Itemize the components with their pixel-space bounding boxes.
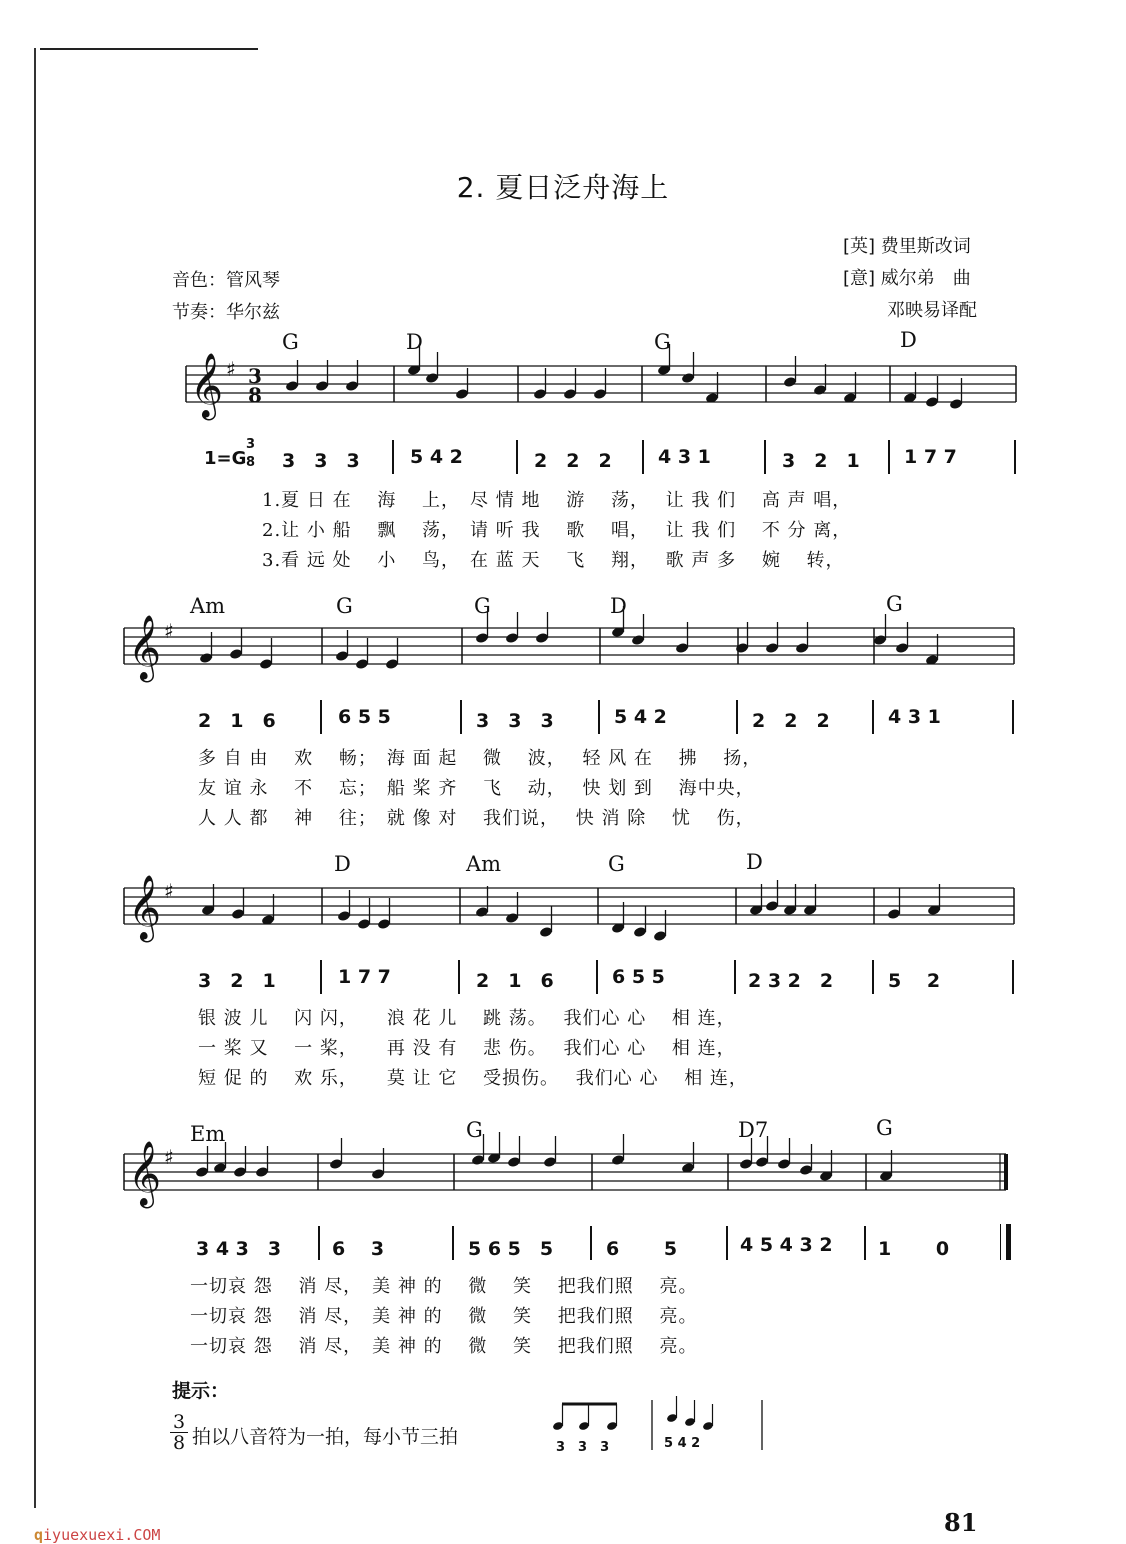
- watermark: qiyuexuexi.COM: [34, 1526, 161, 1544]
- jianpu-measure: 6 5: [606, 1238, 678, 1260]
- jianpu-measure: 6 3: [332, 1238, 385, 1260]
- hint-example-jianpu: 3 3 3: [556, 1440, 610, 1455]
- barline: [598, 700, 600, 734]
- treble-clef-icon: 𝄞: [128, 1141, 162, 1206]
- lyric-line-verse2: 2.让 小 船 飘 荡， 请 听 我 歌 唱， 让 我 们 不 分 离，: [262, 520, 852, 541]
- barline: [1012, 960, 1014, 994]
- barline: [872, 960, 874, 994]
- page-number: 81: [944, 1508, 978, 1537]
- lyric-line-verse3: 人 人 都 神 往； 就 像 对 我们说， 快 消 除 忧 伤，: [198, 808, 755, 829]
- chord-symbol: G: [282, 330, 299, 354]
- jianpu-measure: 1 0: [878, 1238, 950, 1260]
- chord-symbol: D: [610, 594, 627, 618]
- barline: [764, 440, 766, 474]
- timbre-label: 音色：管风琴: [172, 270, 280, 291]
- final-barline-thin: [1000, 1224, 1001, 1260]
- rhythm-label: 节奏：华尔兹: [172, 302, 280, 323]
- lyric-line-verse3: 短 促 的 欢 乐， 莫 让 它 受损伤。 我们心 心 相 连，: [198, 1068, 748, 1089]
- barline: [734, 960, 736, 994]
- chord-symbol: G: [474, 594, 491, 618]
- jianpu-measure: 5 6 5 5: [468, 1238, 554, 1260]
- barline: [736, 700, 738, 734]
- chord-symbol: D: [406, 330, 423, 354]
- chord-symbol: G: [876, 1116, 893, 1140]
- jianpu-measure: 1 7 7: [338, 966, 391, 988]
- hint-text: 拍以八音符为一拍，每小节三拍: [192, 1426, 459, 1448]
- barline: [320, 700, 322, 734]
- barline: [596, 960, 598, 994]
- chord-symbol: D: [334, 852, 351, 876]
- lyric-line-verse1: 一切哀 怨 消 尽， 美 神 的 微 笑 把我们照 亮。: [190, 1276, 698, 1297]
- jianpu-measure: 2 1 6: [476, 970, 554, 992]
- barline: [642, 440, 644, 474]
- jianpu-measure: 2 2 2: [752, 710, 830, 732]
- lyric-line-verse2: 友 谊 永 不 忘； 船 桨 齐 飞 动， 快 划 到 海中央，: [198, 778, 755, 799]
- lyric-line-verse3: 一切哀 怨 消 尽， 美 神 的 微 笑 把我们照 亮。: [190, 1336, 698, 1357]
- jianpu-measure: 3 3 3: [476, 710, 554, 732]
- jianpu-measure: 4 5 4 3 2: [740, 1234, 833, 1256]
- translator-credit: 邓映易译配: [887, 300, 977, 321]
- chord-symbol: D: [900, 328, 917, 352]
- barline: [392, 440, 394, 474]
- hint-example-jianpu: 5 4 2: [664, 1436, 701, 1451]
- barline: [458, 960, 460, 994]
- song-title: 2. 夏日泛舟海上: [456, 171, 670, 204]
- jianpu-measure: 6 5 5: [612, 966, 665, 988]
- jianpu-measure: 5 4 2: [410, 446, 463, 468]
- fraction-denominator: 8: [172, 1432, 186, 1454]
- barline: [460, 700, 462, 734]
- lyric-line-verse1: 银 波 儿 闪 闪， 浪 花 儿 跳 荡。 我们心 心 相 连，: [198, 1008, 736, 1029]
- lyric-line-verse2: 一切哀 怨 消 尽， 美 神 的 微 笑 把我们照 亮。: [190, 1306, 698, 1327]
- barline: [872, 700, 874, 734]
- composer-credit: [意] 威尔弟 曲: [843, 268, 971, 289]
- treble-clef-icon: 𝄞: [128, 615, 162, 680]
- jianpu-measure: 4 3 1: [888, 706, 941, 728]
- treble-clef-icon: 𝄞: [128, 875, 162, 940]
- chord-symbol: G: [336, 594, 353, 618]
- final-barline-thick: [1006, 1224, 1011, 1260]
- jianpu-measure: 5 4 2: [614, 706, 667, 728]
- jianpu-measure: 2 3 2 2: [748, 970, 834, 992]
- hint-time-fraction: [170, 1412, 188, 1453]
- jianpu-measure: 3 2 1: [198, 970, 276, 992]
- jianpu-measure: 5 2: [888, 970, 941, 992]
- chord-symbol: G: [654, 330, 671, 354]
- barline: [318, 1226, 320, 1260]
- jianpu-measure: 3 2 1: [782, 450, 860, 472]
- chord-symbol: Em: [190, 1122, 226, 1146]
- jianpu-measure: 6 5 5: [338, 706, 391, 728]
- hint-label: 提示：: [172, 1380, 230, 1402]
- barline: [1012, 700, 1014, 734]
- chord-symbol: D: [746, 850, 763, 874]
- barline: [888, 440, 890, 474]
- fraction-numerator: 3: [170, 1412, 188, 1433]
- jianpu-measure: 2 1 6: [198, 710, 276, 732]
- chord-symbol: Am: [190, 594, 226, 618]
- barline: [590, 1226, 592, 1260]
- jianpu-measure: 3 4 3 3: [196, 1238, 282, 1260]
- key-signature: 1=G: [204, 448, 247, 469]
- jianpu-time-top: 3: [246, 437, 256, 452]
- barline: [864, 1226, 866, 1260]
- chord-symbol: Am: [466, 852, 502, 876]
- jianpu-measure: 2 2 2: [534, 450, 612, 472]
- barline: [726, 1226, 728, 1260]
- barline: [320, 960, 322, 994]
- lyric-line-verse1: 多 自 由 欢 畅； 海 面 起 微 波， 轻 风 在 拂 扬，: [198, 748, 762, 769]
- lyric-line-verse2: 一 桨 又 一 桨， 再 没 有 悲 伤。 我们心 心 相 连，: [198, 1038, 736, 1059]
- time-signature-top: 3: [248, 364, 262, 388]
- lyric-line-verse1: 1.夏 日 在 海 上， 尽 情 地 游 荡， 让 我 们 高 声 唱，: [262, 490, 852, 511]
- barline: [452, 1226, 454, 1260]
- chord-symbol: G: [886, 592, 903, 616]
- chord-symbol: G: [608, 852, 625, 876]
- sharp-key-signature-icon: ♯: [164, 619, 174, 643]
- jianpu-measure: 4 3 1: [658, 446, 711, 468]
- chord-symbol: G: [466, 1118, 483, 1142]
- lyric-line-verse3: 3.看 远 处 小 鸟， 在 蓝 天 飞 翔， 歌 声 多 婉 转，: [262, 550, 845, 571]
- sharp-key-signature-icon: ♯: [226, 357, 236, 381]
- time-signature-bottom: 8: [248, 383, 262, 407]
- sharp-key-signature-icon: ♯: [164, 879, 174, 903]
- barline: [516, 440, 518, 474]
- chord-symbol: D7: [738, 1118, 769, 1142]
- jianpu-time-bottom: 8: [246, 455, 256, 470]
- lyricist-credit: [英] 费里斯改词: [843, 236, 971, 257]
- barline: [1014, 440, 1016, 474]
- jianpu-measure: 1 7 7: [904, 446, 957, 468]
- treble-clef-icon: 𝄞: [190, 353, 224, 418]
- jianpu-measure: 3 3 3: [282, 450, 360, 472]
- sharp-key-signature-icon: ♯: [164, 1145, 174, 1169]
